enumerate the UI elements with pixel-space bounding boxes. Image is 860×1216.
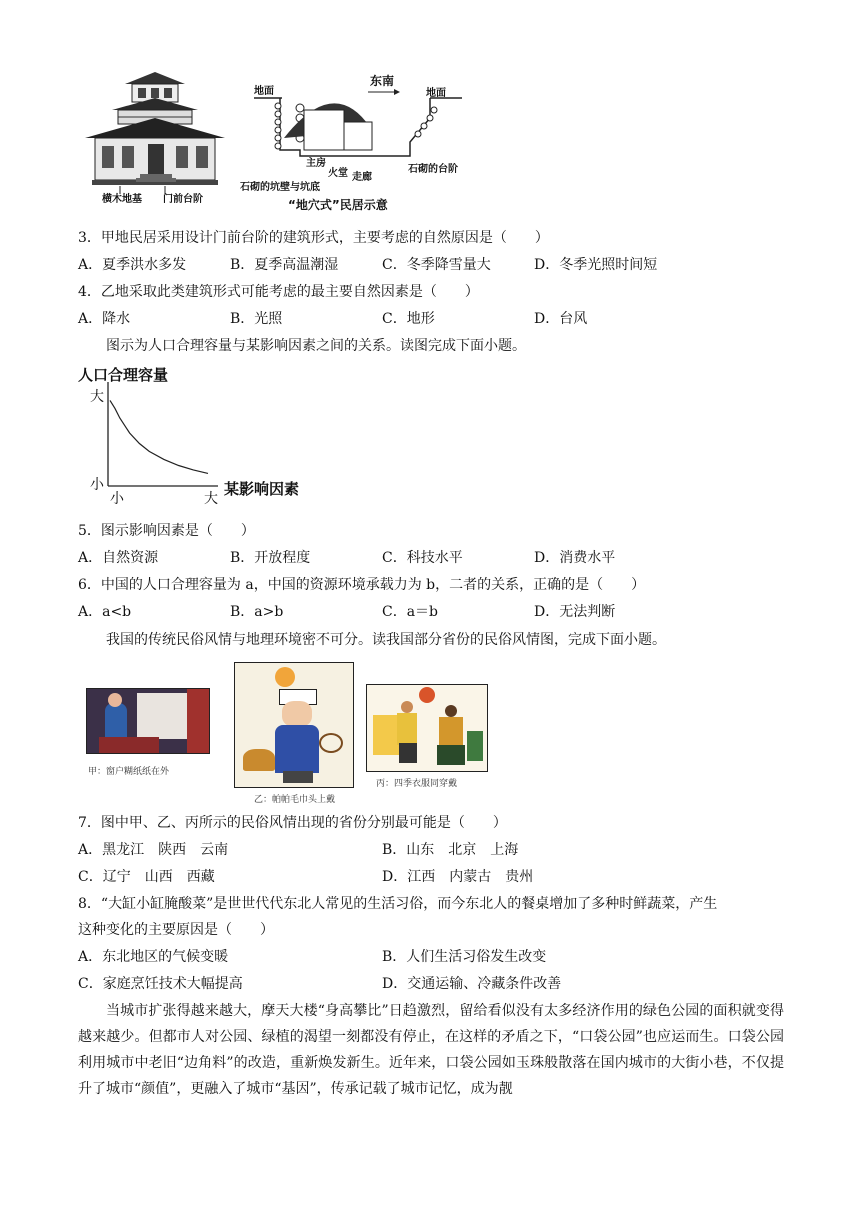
label-main-room: 主房 <box>306 158 326 169</box>
label-wooden-foundation: 横木地基 <box>102 194 142 205</box>
pocket-park-passage: 当城市扩张得越来越大，摩天大楼“身高攀比”日趋激烈，留给看似没有太多经济作用的绿色公园的面积就变得越来越少。但都市人对公园、绿植的渴望一刻都没有停止，在这样的矛盾之下，“口袋公园”也应运而生。口袋公园利用城市中老旧“边角料”的改造，重新焕发新生。近年来，口袋公园如玉珠般散落在国内城市的大街小巷，不仅提升了城市“颜值”，更融入了城市“基因”，传承记载了城市记忆，成为靓 <box>78 1003 784 1097</box>
question-5-option-a[interactable]: A．自然资源 <box>78 550 159 566</box>
question-7-option-b[interactable]: B．山东 北京 上海 <box>382 842 519 858</box>
chart-y-tick-high: 大 <box>90 389 104 405</box>
question-4-stem: 4．乙地采取此类建筑形式可能考虑的最主要自然因素是（ ） <box>78 284 479 300</box>
question-5-option-b[interactable]: B．开放程度 <box>230 550 311 566</box>
question-4-option-b[interactable]: B．光照 <box>230 311 283 327</box>
question-8-option-a[interactable]: A．东北地区的气候变暖 <box>78 949 229 965</box>
question-3-option-c[interactable]: C．冬季降雪量大 <box>382 257 491 273</box>
question-6-option-b[interactable]: B．a>b <box>230 604 284 620</box>
question-3-option-d[interactable]: D．冬季光照时间短 <box>534 257 658 273</box>
question-5-stem: 5．图示影响因素是（ ） <box>78 523 255 539</box>
four-seasons-scene <box>366 684 488 772</box>
question-3-stem: 3．甲地民居采用设计门前台阶的建筑形式，主要考虑的自然原因是（ ） <box>78 230 549 246</box>
caption-jia: 甲：窗户糊纸纸在外 <box>88 767 170 777</box>
question-4-option-c[interactable]: C．地形 <box>382 311 435 327</box>
label-southeast: 东南 <box>370 74 395 88</box>
question-8-option-b[interactable]: B．人们生活习俗发生改变 <box>382 949 547 965</box>
label-ground-left: 地面 <box>254 86 274 97</box>
question-6-option-d[interactable]: D．无法判断 <box>534 604 616 620</box>
label-corridor: 走廊 <box>352 172 372 183</box>
question-4-option-d[interactable]: D．台风 <box>534 311 588 327</box>
question-3-option-b[interactable]: B．夏季高温潮湿 <box>230 257 339 273</box>
label-pit-wall: 石砌的坑壁与坑底 <box>240 182 320 193</box>
question-8-stem-line2: 这种变化的主要原因是（ ） <box>78 922 274 938</box>
question-8-option-d[interactable]: D．交通运输、冷藏条件改善 <box>382 976 562 992</box>
question-8-stem-line1: 8．“大缸小缸腌酸菜”是世世代代东北人常见的生活习俗，而今东北人的餐桌增加了多种时鲜蔬菜，产生 <box>78 896 718 912</box>
population-capacity-chart <box>78 362 328 512</box>
chart-x-label: 某影响因素 <box>224 480 300 498</box>
question-5-option-c[interactable]: C．科技水平 <box>382 550 463 566</box>
label-front-steps: 门前台阶 <box>163 194 203 205</box>
window-paper-scene <box>86 688 210 754</box>
caption-yi: 乙：帕帕毛巾头上戴 <box>254 795 336 805</box>
question-6-stem: 6．中国的人口合理容量为 a，中国的资源环境承载力为 b，二者的关系，正确的是（ ） <box>78 577 646 593</box>
headscarf-scene <box>234 662 354 788</box>
label-ground-right: 地面 <box>426 88 446 99</box>
custom-image-yi <box>234 662 354 807</box>
chart-y-tick-low: 小 <box>90 477 104 493</box>
intro-population-chart: 图示为人口合理容量与某影响因素之间的关系。读图完成下面小题。 <box>106 338 526 354</box>
series-line <box>110 400 208 473</box>
question-7-option-a[interactable]: A．黑龙江 陕西 云南 <box>78 842 229 858</box>
diagram-caption: “地穴式”民居示意 <box>288 198 388 212</box>
question-7-option-d[interactable]: D．江西 内蒙古 贵州 <box>382 869 534 885</box>
intro-customs: 我国的传统民俗风情与地理环境密不可分。读我国部分省份的民俗风情图，完成下面小题。 <box>106 632 666 648</box>
chart-x-tick-low: 小 <box>110 491 124 507</box>
custom-image-jia <box>86 688 210 778</box>
label-fire-hall: 火堂 <box>328 168 348 179</box>
question-7-option-c[interactable]: C．辽宁 山西 西藏 <box>78 869 215 885</box>
caption-bing: 丙：四季衣服同穿戴 <box>376 779 458 789</box>
label-stone-steps: 石砌的台阶 <box>408 164 458 175</box>
chart-y-label: 人口合理容量 <box>78 366 169 384</box>
cave-dwelling-diagram <box>240 74 480 218</box>
custom-image-bing <box>366 684 490 789</box>
chart-x-tick-high: 大 <box>204 491 218 507</box>
question-4-option-a[interactable]: A．降水 <box>78 311 131 327</box>
question-8-option-c[interactable]: C．家庭烹饪技术大幅提高 <box>78 976 243 992</box>
question-3-option-a[interactable]: A．夏季洪水多发 <box>78 257 187 273</box>
question-6-option-a[interactable]: A．a<b <box>78 604 132 620</box>
building-illustration <box>80 70 230 210</box>
question-5-option-d[interactable]: D．消费水平 <box>534 550 616 566</box>
question-7-stem: 7．图中甲、乙、丙所示的民俗风情出现的省份分别最可能是（ ） <box>78 815 507 831</box>
building-photo <box>80 70 230 210</box>
question-6-option-c[interactable]: C．a＝b <box>382 604 439 620</box>
